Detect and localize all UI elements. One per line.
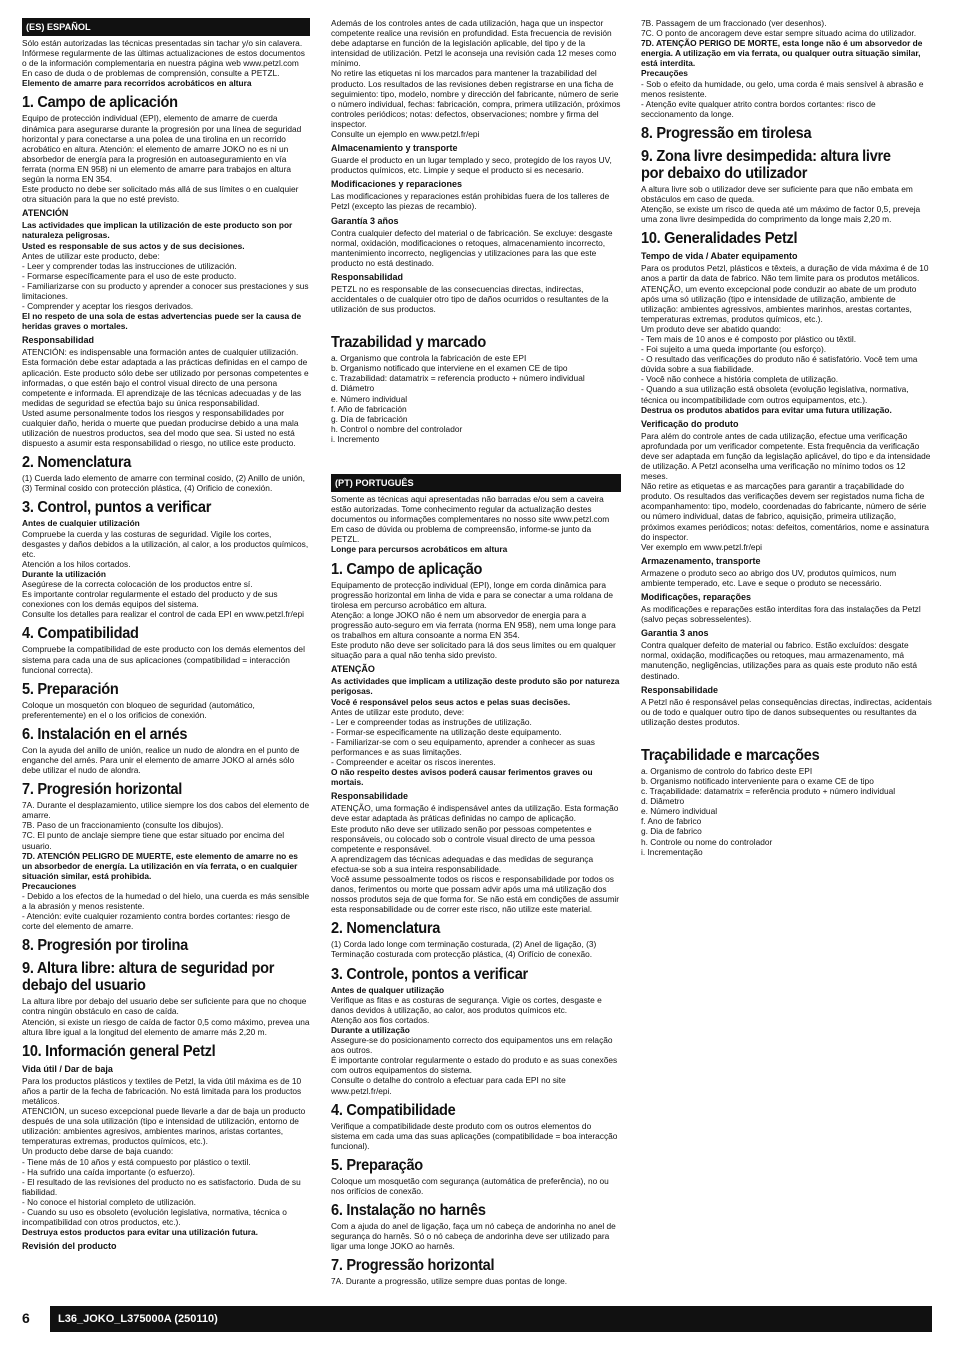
subsection-heading: ATENÇÃO	[331, 664, 375, 675]
paragraph: Las modificaciones y reparaciones están prohibidas fuera de los talleres de Petzl (excepto las piezas de recambio).	[331, 191, 610, 212]
section-heading: 1. Campo de aplicação	[331, 560, 483, 578]
bold-paragraph: Durante a utilização	[331, 1024, 410, 1035]
paragraph: c. Trazabilidad: datamatrix = referencia producto + número individual	[331, 373, 585, 384]
column-pt	[641, 18, 932, 857]
paragraph: - Familiarizarse con su producto y aprender a conocer sus prestaciones y sus limitaciones.	[22, 280, 309, 301]
bold-paragraph: Destruya estos productos para evitar una utilización futura.	[22, 1227, 258, 1238]
paragraph: b. Organismo notificado interveniente para o exame CE de tipo	[641, 775, 874, 786]
subsection-heading: Vida útil / Dar de baja	[22, 1063, 113, 1074]
paragraph: Este produto não deve ser utilizado senão por pessoas competentes e responsáveis, ou colocado sob o controle visual directo de uma pessoa competente e responsável.	[331, 823, 595, 854]
paragraph: h. Controle ou nome do controlador	[641, 836, 773, 847]
paragraph: d. Diámetro	[331, 383, 375, 394]
bold-paragraph: Longe para percursos acrobáticos em altura	[331, 544, 508, 555]
paragraph: (1) Corda lado longe com terminação costurada, (2) Anel de ligação, (3) Terminação costurada com protecção plástica, (4) Orifício de conexão.	[331, 939, 597, 960]
paragraph: c. Traçabilidade: datamatrix = referência produto + número individual	[641, 786, 896, 797]
paragraph: - Tem mais de 10 anos e é composto por plástico ou têxtil.	[641, 333, 857, 344]
paragraph: d. Diâmetro	[641, 796, 685, 807]
paragraph: Atención, si existe un riesgo de caída de factor 0,5 como máximo, prevea una altura libre igual a la longitud del elemento de amarre más 2,20 m.	[22, 1016, 310, 1037]
language-header: (PT) PORTUGUÊS	[331, 474, 621, 492]
subsection-heading: Garantía 3 años	[331, 215, 399, 226]
paragraph: - Ler e compreender todas as instruções de utilização.	[331, 716, 532, 727]
section-heading: 7. Progresión horizontal	[22, 781, 183, 799]
paragraph: - Atención: evite cualquier rozamiento contra bordes cortantes: riesgo de corte del elemento de amarre.	[22, 911, 291, 932]
paragraph: Antes de utilizar este producto, debe:	[22, 250, 160, 261]
subsection-heading: Responsabilidad	[331, 271, 404, 282]
paragraph: e. Número individual	[331, 393, 408, 404]
paragraph: - Cuando su uso es obsoleto (evolución legislativa, normativa, técnica o incompatibilidad con otros productos, etc.).	[22, 1206, 287, 1228]
paragraph: Este producto no debe ser solicitado más allá de sus límites o en cualquier otra situación para la que no esté previsto.	[22, 184, 299, 205]
bold-paragraph: 7D. ATENÇÃO PERIGO DE MORTE, esta longe não é um absorvedor de energia. A utilização em via ferrata, ou qualquer outra situação similar, está interdita.	[641, 38, 923, 69]
bold-paragraph: Precauções	[641, 68, 688, 79]
paragraph: Contra cualquier defecto del material o de fabricación. Se excluye: desgaste normal, oxidación, modificaciones o retoques, almacenamiento incorrecto, mantenimiento incorrecto, negligencias y utilizaciones para las que este producto no está destinado.	[331, 227, 613, 268]
paragraph: 7B. Passagem de um fraccionado (ver desenhos).	[641, 18, 827, 28]
paragraph: a. Organismo de controlo do fabrico deste EPI	[641, 765, 813, 776]
paragraph: Atenção aos fios cortados.	[331, 1014, 430, 1025]
paragraph: Você assume pessoalmente todos os riscos e responsabilidade por todos os danos, ferimentos ou morte que possam advir após uma má utilização dos nossos produtos seja de que forma for. Se não está em condições de assumir esta responsabilidade ou de correr este risco, não utilize este material.	[331, 874, 620, 915]
section-heading: 5. Preparación	[22, 680, 119, 698]
subsection-heading: Modificações, reparações	[641, 592, 752, 603]
paragraph: - Formarse específicamente para el uso de este producto.	[22, 270, 237, 281]
paragraph: Um produto deve ser abatido quando:	[641, 323, 782, 334]
bold-paragraph: Durante la utilización	[22, 568, 106, 579]
paragraph: b. Organismo notificado que interviene en el examen CE de tipo	[331, 363, 568, 374]
bold-paragraph: Antes de qualquer utilização	[331, 984, 445, 995]
paragraph: As modificações e reparações estão interditas fora das instalações da Petzl (salvo peças sobresselentes).	[641, 604, 921, 625]
bold-paragraph: Você é responsável pelos seus actos e pelas suas decisões.	[331, 696, 571, 707]
paragraph: Usted asume personalmente todos los riesgos y responsabilidades por cualquier daño, herida o muerte que puedan producirse debido a una mala utilización de nuestros productos, sea del modo que sea. Si usted no está dispuesto a asumir esta responsabilidad o riesgo, no utilice este producto.	[22, 407, 299, 449]
paragraph: Em caso de dúvida ou problema de compreensão, informe-se junto da PETZL.	[331, 524, 592, 545]
paragraph: Consulte un ejemplo en www.petzl.fr/epi	[331, 129, 480, 140]
paragraph: Verifique as fitas e as costuras de segurança. Vigie os cortes, desgaste e danos devidos à utilização, ao calor, aos produtos químicos etc.	[331, 994, 602, 1015]
paragraph: 7A. Durante el desplazamiento, utilice siempre los dos cabos del elemento de amarre.	[22, 800, 310, 821]
paragraph: Equipamento de protecção individual (EPI), longe em corda dinâmica para progressão horizontal em linha de vida e para se conectar a uma roldana de tirolesa em percurso acrobático em altura.	[331, 579, 614, 610]
page-footer	[22, 1306, 932, 1332]
paragraph: Não retire as etiquetas e as marcações para garantir a traçabilidade do produto. Os resultados das verificações devem ser registados numa ficha de acompanhamento: tipo, modelo, coordenadas do fabricante, número de série ou número individual, datas de fabrico, aquisição, primeira utilização, próximos exames periódicos; notas: defeitos, comentários, nome e assinatura do inspector.	[641, 481, 930, 542]
spacer	[331, 314, 621, 328]
paragraph: PETZL no es responsable de las consecuencias directas, indirectas, accidentales o de cualquier otro tipo de daños ocurridos o resultantes de la utilización de sus productos.	[331, 283, 609, 315]
column-es-pt	[331, 18, 621, 1286]
paragraph: 7C. El punto de anclaje siempre tiene que estar situado por encima del usuario.	[22, 830, 285, 851]
subsection-heading: ATENCIÓN	[22, 208, 69, 219]
paragraph: Asegúrese de la correcta colocación de los productos entre sí.	[22, 579, 253, 590]
paragraph: É importante controlar regularmente o estado do produto e as suas conexões com outros equipamentos do sistema.	[331, 1055, 618, 1076]
paragraph: Para los productos plásticos y textiles de Petzl, la vida útil máxima es de 10 años a partir de la fecha de fabricación. No está limitada para los productos metálicos.	[22, 1075, 302, 1106]
paragraph: Antes de utilizar este produto, deve:	[331, 706, 465, 717]
paragraph: h. Control o nombre del controlador	[331, 423, 463, 434]
paragraph: Somente as técnicas aqui apresentadas não barradas e/ou sem a caveira estão autorizadas. Tome conhecimento regular da actualização destes documentos ou informações complementares no nosso site www.petzl.com	[331, 494, 610, 525]
paragraph: Atenção: a longe JOKO não é nem um absorvedor de energia para a progressão auto-seguro em via ferrata (norma EN 958), nem uma longe para os trabalhos em altura consoante a norma EN 354.	[331, 609, 616, 641]
paragraph: - Compreender e aceitar os riscos inerentes.	[331, 757, 496, 768]
section-heading: 4. Compatibilidad	[22, 625, 139, 643]
paragraph: Consulte los detalles para realizar el control de cada EPI en www.petzl.fr/epi	[22, 609, 304, 620]
paragraph: (1) Cuerda lado elemento de amarre con terminal cosido, (2) Anillo de unión, (3) Terminal cosido con protección plástica, (4) Orificio de conexión.	[22, 473, 305, 494]
bold-paragraph: O não respeito destes avisos poderá causar ferimentos graves ou mortais.	[331, 767, 593, 788]
paragraph: Coloque um mosquetão com segurança (automática de preferência), no ou nos orifícios de conexão.	[331, 1175, 609, 1196]
paragraph: A altura livre sob o utilizador deve ser suficiente para que não embata em obstáculos em caso de queda.	[641, 183, 913, 205]
paragraph: a. Organismo que controla la fabricación de este EPI	[331, 353, 527, 364]
paragraph: f. Ano de fabrico	[641, 816, 702, 827]
subsection-heading: Armazenamento, transporte	[641, 555, 761, 566]
paragraph: - Debido a los efectos de la humedad o del hielo, una cuerda es más sensible a la abrasión y menos resistente.	[22, 891, 310, 912]
paragraph: - Ha sufrido una caída importante (o esfuerzo).	[22, 1166, 195, 1177]
section-heading: 4. Compatibilidade	[331, 1101, 456, 1119]
section-heading: 6. Instalação no harnês	[331, 1202, 486, 1220]
paragraph: - Leer y comprender todas las instrucciones de utilización.	[22, 260, 237, 271]
paragraph: Sólo están autorizadas las técnicas presentadas sin tachar y/o sin calavera. Infórmese regularmente de las últimas actualizaciones de estos documentos o de la información complementaria en nuestra página web www.petzl.com	[22, 38, 305, 69]
paragraph: Consulte o detalhe do controlo a efectuar para cada EPI no site www.petzl.fr/epi.	[331, 1075, 566, 1096]
paragraph: En caso de duda o de problemas de comprensión, consulte a PETZL.	[22, 68, 280, 79]
paragraph: ATENÇÃO, uma formação é indispensável antes da utilização. Esta formação deve estar adaptada às práticas definidas no campo de aplicação.	[331, 803, 619, 824]
paragraph: - El resultado de las revisiones del producto no es satisfactorio. Duda de su fiabilidad.	[22, 1176, 301, 1197]
subsection-heading: Modificaciones y reparaciones	[331, 179, 463, 190]
paragraph: i. Incrementação	[641, 846, 703, 857]
page-number: 6	[22, 1310, 30, 1326]
paragraph: Contra qualquer defeito de material ou fabrico. Estão excluídos: desgate normal, oxidação, modificações ou retoques, mau armazenamento, má manutenção, negligências, utilizações para as quais este produto não está destinado.	[641, 640, 917, 681]
column-es	[22, 18, 310, 1253]
paragraph: - Quando a sua utilização está obsoleta (evolução legislativa, normativa, técnica ou incompatibilidade com outros equipamentos, etc.).	[641, 384, 909, 405]
paragraph: Coloque un mosquetón con bloqueo de seguridad (automático, preferentemente) en el o los orificios de conexión.	[22, 699, 255, 720]
paragraph: Com a ajuda do anel de ligação, faça um nó cabeça de andorinha no anel de segurança do harnês. Só o nó cabeça de andorinha deve ser utilizado para ligar uma longe JOKO ao harnês.	[331, 1221, 616, 1252]
bold-paragraph: Destrua os produtos abatidos para evitar uma futura utilização.	[641, 404, 892, 415]
paragraph: - Formar-se especificamente na utilização deste equipamento.	[331, 726, 562, 737]
paragraph: - No conoce el historial completo de utilización.	[22, 1196, 196, 1207]
paragraph: La altura libre por debajo del usuario debe ser suficiente para que no choque contra ningún obstáculo en caso de caída.	[22, 996, 307, 1017]
bold-paragraph: Elemento de amarre para recorridos acrobáticos en altura	[22, 78, 252, 89]
spacer	[641, 727, 932, 741]
bold-paragraph: El no respeto de una sola de estas advertencias puede ser la causa de heridas graves o mortales.	[22, 311, 302, 332]
paragraph: Este produto não deve ser solicitado para lá dos seus limites ou em qualquer situação para a qual não tenha sido previsto.	[331, 640, 616, 661]
paragraph: - O resultado das verificações do produto não é satisfatório. Você tem uma dúvida sobre a sua fiabilidade.	[641, 354, 918, 375]
section-heading: 3. Controle, pontos a verificar	[331, 965, 528, 983]
paragraph: Guarde el producto en un lugar templado y seco, protegido de los rayos UV, productos químicos, etc. Limpie y seque el producto si es necesario.	[331, 155, 612, 176]
paragraph: Además de los controles antes de cada utilización, haga que un inspector competente realice una revisión en profundidad. Esta frecuencia de revisión debe adaptarse en función de la legislación aplicable, del tipo y de la intensidad de utilización. Petzl le aconseja una revisión cada 12 meses como mínimo.	[331, 18, 617, 69]
section-heading: 10. Generalidades Petzl	[641, 230, 798, 248]
paragraph: A aprendizagem das técnicas adequadas e das medidas de segurança efectua-se sob a sua inteira responsabilidade.	[331, 853, 594, 874]
paragraph: - Você não conhece a história completa de utilização.	[641, 374, 839, 385]
paragraph: f. Año de fabricación	[331, 403, 407, 414]
bold-paragraph: Usted es responsable de sus actos y de sus decisiones.	[22, 240, 245, 251]
paragraph: Un producto debe darse de baja cuando:	[22, 1146, 174, 1157]
paragraph: Para os produtos Petzl, plásticos e têxteis, a duração de vida máxima é de 10 anos a partir da data de fabrico. Não tem limite para os produtos metálicos.	[641, 263, 929, 284]
paragraph: A Petzl não é responsável pelas consequências directas, indirectas, acidentais ou de todo e qualquer outro tipo de danos subsequentes ou resultantes da utilização destes produtos.	[641, 696, 932, 727]
section-heading: 1. Campo de aplicación	[22, 94, 178, 112]
paragraph: 7B. Paso de un fraccionamiento (consulte los dibujos).	[22, 820, 224, 831]
paragraph: Atención a los hilos cortados.	[22, 558, 131, 569]
paragraph: No retire las etiquetas ni los marcados para mantener la trazabilidad del producto. Los resultados de las revisiones deben registrarse en una ficha de seguimiento: tipo, modelo, nombre y dirección del fabricante, número de serie o número individual, fechas: fabricación, compra, primera utilización, próximos controles periódicos; notas: defectos, observaciones; nombre y firma del inspector.	[331, 68, 621, 129]
subsection-heading: Responsabilidade	[641, 684, 719, 695]
paragraph: Armazene o produto seco ao abrigo dos UV, produtos químicos, num ambiente temperado, etc. Lave e seque o produto se necessário.	[641, 567, 897, 588]
paragraph: - Familiarizar-se com o seu equipamento, aprender a conhecer as suas performances e as suas limitações.	[331, 736, 595, 757]
section-heading: 7. Progressão horizontal	[331, 1257, 495, 1275]
subsection-heading: Tempo de vida / Abater equipamento	[641, 251, 798, 262]
paragraph: Para além do controle antes de cada utilização, efectue uma verificação aprofundada por um verificador competente. Esta frequência da verificação deve ser adaptada em função da legislação aplicável, do tipo e da intensidade de utilização. A Petzl aconselha uma verificação no mínimo todos os 12 meses.	[641, 430, 931, 482]
paragraph: - Atenção evite qualquer atrito contra bordos cortantes: risco de seccionamento da longe.	[641, 98, 876, 119]
paragraph: Ver exemplo em www.petzl.fr/epi	[641, 541, 763, 552]
subsection-heading: Garantia 3 anos	[641, 628, 709, 639]
subsection-heading: Verificação do produto	[641, 418, 739, 429]
paragraph: i. Incremento	[331, 433, 380, 444]
section-heading: 2. Nomenclatura	[331, 920, 441, 938]
language-header: (ES) ESPAÑOL	[22, 18, 310, 36]
paragraph: Assegure-se do posicionamento correcto dos equipamentos uns em relação aos outros.	[331, 1035, 613, 1056]
section-heading: 6. Instalación en el arnés	[22, 725, 188, 743]
bold-paragraph: Antes de cualquier utilización	[22, 518, 140, 529]
bold-paragraph: Las actividades que implican la utilización de este producto son por naturaleza peligrosas.	[22, 220, 293, 241]
section-heading: 2. Nomenclatura	[22, 454, 132, 472]
paragraph: - Comprender y aceptar los riesgos derivados.	[22, 301, 194, 312]
paragraph: Compruebe la cuerda y las costuras de seguridad. Vigile los cortes, desgastes y daños debidos a la utilización, al calor, a los productos químicos, etc.	[22, 528, 309, 559]
paragraph: - Tiene más de 10 años y está compuesto por plástico o textil.	[22, 1156, 251, 1167]
paragraph: e. Número individual	[641, 806, 718, 817]
subsection-heading: Responsabilidad	[22, 335, 95, 346]
paragraph: 7A. Durante a progressão, utilize sempre duas pontas de longe.	[331, 1276, 568, 1287]
section-heading: 8. Progresión por tirolina	[22, 937, 188, 955]
paragraph: Es importante controlar regularmente el estado del producto y de sus conexiones con los demás equipos del sistema.	[22, 589, 278, 610]
paragraph: ATENÇÃO, um evento excepcional pode conduzir ao abate de um produto após uma só utilização (tipo e intensidade de utilização, ambiente de utilização: ambientes agressivos, ambientes marinhos, arestas cortantes, temperaturas extremas, produtos químicos, etc.).	[641, 283, 917, 324]
paragraph: Compruebe la compatibilidad de este producto con los demás elementos del sistema para cada una de sus aplicaciones (compatibilidad = interacción funcional correcta).	[22, 644, 305, 675]
bold-paragraph: As actividades que implicam a utilização deste produto são por natureza perigosas.	[331, 676, 620, 697]
paragraph: - Foi sujeito a uma queda importante (ou esforço).	[641, 344, 827, 355]
spacer	[331, 444, 621, 474]
section-heading: 8. Progressão em tirolesa	[641, 124, 812, 142]
paragraph: Equipo de protección individual (EPI), elemento de amarre de cuerda dinámica para asegurarse durante la progresión por una línea de seguridad horizontal y para conectarse a una polea de una tirolina en un recorrido acrobático en altura. Atención: el elemento de amarre JOKO no es ni un absorbedor de energía para la progresión en autoaseguramiento en vía ferrata (norma EN 958) ni un elemento de amarre para trabajos en altura según la norma EN 354.	[22, 113, 302, 185]
section-heading: Trazabilidad y marcado	[331, 334, 486, 352]
bold-paragraph: Precauciones	[22, 880, 77, 891]
section-heading: 9. Zona livre desimpedida: altura livre por debaixo do utilizador	[641, 147, 891, 182]
document-reference: L36_JOKO_L375000A (250110)	[50, 1306, 932, 1332]
section-heading: 10. Información general Petzl	[22, 1042, 216, 1060]
paragraph: Atenção, se existe um risco de queda até um máximo de factor 0,5, preveja uma zona livre desimpedida do comprimento da longe mais 2,20 m.	[641, 204, 921, 225]
paragraph: g. Dia de fabrico	[641, 826, 702, 837]
section-heading: 5. Preparação	[331, 1156, 423, 1174]
paragraph: Con la ayuda del anillo de unión, realice un nudo de alondra en el punto de enganche del arnés. Para unir el elemento de amarre JOKO al arnés sólo debe utilizar el nudo de alondra.	[22, 744, 300, 776]
subsection-heading: Almacenamiento y transporte	[331, 143, 458, 154]
section-heading: 9. Altura libre: altura de seguridad por debajo del usuario	[22, 960, 275, 995]
paragraph: - Sob o efeito da humidade, ou gelo, uma corda é mais sensível à abrasão e menos resistente.	[641, 78, 924, 99]
paragraph: ATENCIÓN, un suceso excepcional puede llevarle a dar de baja un producto después de una sola utilización (tipo e intensidad de utilización, entorno de utilización: ambientes agresivos, ambientes marinos, aristas cortantes, temperaturas extremas, productos químicos, etc.).	[22, 1106, 306, 1147]
subsection-heading: Responsabilidade	[331, 791, 409, 802]
paragraph: ATENCIÓN: es indispensable una formación antes de cualquier utilización. Esta formación debe estar adaptada a las prácticas definidas en el campo de aplicación. Este producto sólo debe ser utilizado por personas competentes e informadas, o que estén bajo el control visual directo de una persona competente e informada. El aprendizaje de las técnicas adecuadas y de las medidas de seguridad se efectúa bajo su única responsabilidad.	[22, 347, 309, 408]
subsection-heading: Revisión del producto	[22, 1241, 117, 1252]
section-heading: 3. Control, puntos a verificar	[22, 499, 212, 517]
paragraph: g. Día de fabricación	[331, 413, 408, 424]
paragraph: 7C. O ponto de ancoragem deve estar sempre situado acima do utilizador.	[641, 28, 917, 39]
bold-paragraph: 7D. ATENCIÓN PELIGRO DE MUERTE, este elemento de amarre no es un absorbedor de energía. La utilización en vía ferrata, o en cualquier situación similar, está prohibida.	[22, 850, 298, 881]
paragraph: Verifique a compatibilidade deste produto com os outros elementos do sistema em cada uma das suas aplicações (compatibilidade = boa interacção funcional).	[331, 1120, 618, 1151]
section-heading: Traçabilidade e marcações	[641, 746, 820, 764]
